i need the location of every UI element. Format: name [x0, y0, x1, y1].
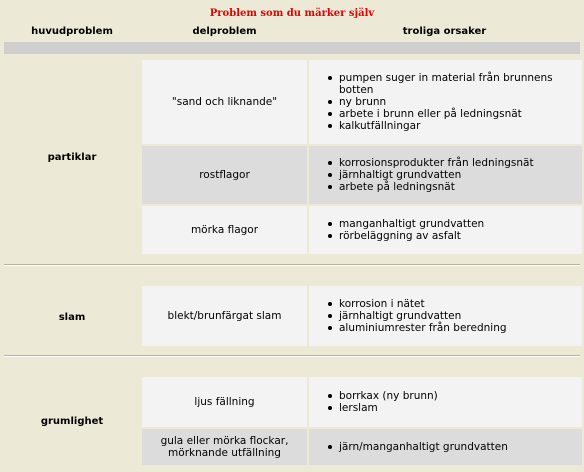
cause-item: arbete i brunn eller på ledningsnät: [339, 108, 582, 120]
causes-cell: [309, 206, 582, 254]
group-slam: [4, 284, 580, 348]
cause-item: aluminiumrester från beredning: [339, 322, 515, 334]
causes-cell: [309, 146, 582, 204]
group-label: partiklar: [47, 152, 97, 163]
group-separator: [4, 264, 580, 266]
sub-problem-text: "sand och liknande": [171, 96, 278, 108]
cause-item: järnhaltigt grundvatten: [339, 310, 515, 322]
sub-problem-text: mörka flagor: [190, 224, 259, 236]
header-sub-problem: delproblem: [192, 26, 257, 37]
sub-problem-cell: [142, 206, 307, 254]
header-main-problem: huvudproblem: [31, 26, 113, 37]
causes-list: [309, 441, 516, 453]
sub-problem-text: gula eller mörka flockar, mörknande utfällning: [160, 435, 289, 459]
sub-problem-cell: [142, 377, 307, 427]
causes-cell: [309, 286, 582, 346]
cause-item: pumpen suger in material från brunnens botten: [339, 72, 582, 96]
table-row: [142, 377, 582, 427]
causes-list: [309, 157, 542, 193]
cause-item: rörbeläggning av asfalt: [339, 230, 492, 242]
header-divider-band: [4, 42, 580, 54]
cause-item: korrosionsprodukter från ledningsnät: [339, 157, 542, 169]
table-row: [142, 60, 582, 144]
causes-cell: [309, 429, 582, 465]
sub-problem-text: rostflagor: [199, 169, 250, 181]
table-row: [142, 429, 582, 465]
causes-list: [309, 218, 492, 242]
table-row: [142, 146, 582, 204]
cause-item: borrkax (ny brunn): [339, 390, 446, 402]
header-causes: troliga orsaker: [402, 26, 487, 37]
sub-problem-cell: [142, 286, 307, 346]
group-label: slam: [58, 312, 86, 323]
cause-item: kalkutfällningar: [339, 120, 582, 132]
sub-problem-text: blekt/brunfärgat slam: [167, 310, 282, 322]
sub-problem-cell: [142, 60, 307, 144]
causes-list: [309, 72, 582, 132]
sub-problem-text: ljus fällning: [194, 396, 255, 408]
cause-item: arbete på ledningsnät: [339, 181, 542, 193]
cause-item: järn/manganhaltigt grundvatten: [339, 441, 516, 453]
table-row: [142, 286, 582, 346]
causes-list: [309, 390, 446, 414]
table-row: [142, 206, 582, 254]
sub-problem-cell: [142, 429, 307, 465]
group-label: grumlighet: [40, 416, 104, 427]
cause-item: järnhaltigt grundvatten: [339, 169, 542, 181]
group-separator: [4, 355, 580, 357]
table-title: Problem som du märker själv: [209, 8, 375, 19]
cause-item: manganhaltigt grundvatten: [339, 218, 492, 230]
causes-cell: [309, 60, 582, 144]
causes-list: [309, 298, 515, 334]
sub-problem-cell: [142, 146, 307, 204]
group-partiklar: [4, 58, 580, 256]
group-grumlighet: [4, 375, 580, 469]
cause-item: lerslam: [339, 402, 446, 414]
cause-item: korrosion i nätet: [339, 298, 515, 310]
causes-cell: [309, 377, 582, 427]
cause-item: ny brunn: [339, 96, 582, 108]
